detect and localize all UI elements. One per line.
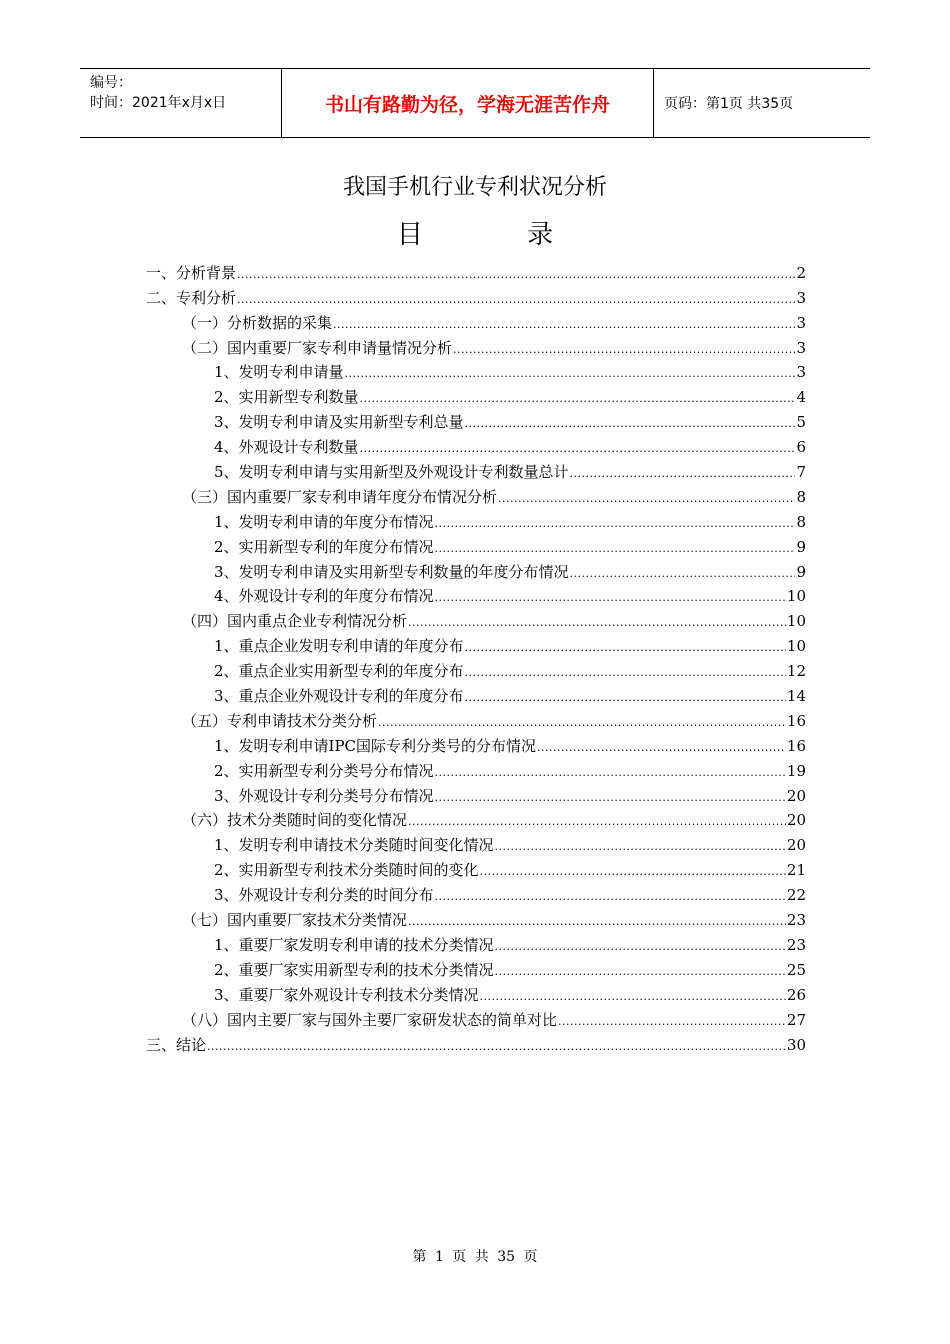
toc-leader-dots xyxy=(435,541,796,557)
toc-heading xyxy=(0,214,950,251)
toc-entry-label: （六）技术分类随时间的变化情况 xyxy=(182,811,408,830)
toc-entry-page: 30 xyxy=(786,1035,806,1054)
toc-entry[interactable] xyxy=(146,457,806,482)
header-meta-cell xyxy=(80,69,282,137)
toc-leader-dots xyxy=(465,416,796,432)
toc-leader-dots xyxy=(435,765,786,781)
toc-entry[interactable] xyxy=(146,930,806,955)
toc-leader-dots xyxy=(435,889,786,905)
toc-leader-dots xyxy=(558,1014,786,1030)
toc-entry-label: 1、重点企业发明专利申请的年度分布 xyxy=(214,637,464,656)
toc-entry-page: 23 xyxy=(786,935,806,954)
toc-leader-dots xyxy=(435,516,796,532)
toc-entry[interactable] xyxy=(146,432,806,457)
toc-leader-dots xyxy=(207,1039,786,1055)
toc-entry-label: 1、发明专利申请量 xyxy=(214,363,344,382)
toc-entry[interactable] xyxy=(146,880,806,905)
toc-entry[interactable] xyxy=(146,905,806,930)
toc-entry-page: 3 xyxy=(796,288,806,307)
toc-entry-page: 23 xyxy=(786,911,806,930)
toc-leader-dots xyxy=(408,814,786,830)
toc-entry-label: 1、重要厂家发明专利申请的技术分类情况 xyxy=(214,935,494,954)
toc-entry-page: 12 xyxy=(786,662,806,681)
toc-entry-label: 1、发明专利申请IPC国际专利分类号的分布情况 xyxy=(214,736,537,755)
toc-entry[interactable] xyxy=(146,756,806,781)
toc-entry[interactable] xyxy=(146,980,806,1005)
toc-entry-label: 3、重要厂家外观设计专利技术分类情况 xyxy=(214,985,479,1004)
toc-leader-dots xyxy=(333,317,795,333)
toc-entry[interactable] xyxy=(146,830,806,855)
toc-entry-label: 3、发明专利申请及实用新型专利总量 xyxy=(214,413,464,432)
toc-entry-page: 4 xyxy=(796,388,806,407)
toc-heading-text: 目 录 xyxy=(396,220,602,250)
toc-entry-page: 19 xyxy=(786,761,806,780)
toc-entry[interactable] xyxy=(146,358,806,383)
toc-entry[interactable] xyxy=(146,507,806,532)
time-label: 时间：2021年x月x日 xyxy=(90,95,227,111)
toc-entry-label: （八）国内主要厂家与国外主要厂家研发状态的简单对比 xyxy=(182,1010,558,1029)
toc-entry-label: 2、重点企业实用新型专利的年度分布 xyxy=(214,662,464,681)
toc-entry-page: 26 xyxy=(786,985,806,1004)
toc-entry-page: 20 xyxy=(786,836,806,855)
toc-entry-label: 3、外观设计专利分类的时间分布 xyxy=(214,886,434,905)
toc-entry[interactable] xyxy=(146,681,806,706)
toc-entry-label: 2、实用新型专利技术分类随时间的变化 xyxy=(214,861,479,880)
toc-entry[interactable] xyxy=(146,855,806,880)
toc-leader-dots xyxy=(408,615,786,631)
toc-entry-label: 二、专利分析 xyxy=(146,288,237,307)
toc-leader-dots xyxy=(435,590,786,606)
toc-entry-label: 1、发明专利申请技术分类随时间变化情况 xyxy=(214,836,494,855)
toc-entry-page: 10 xyxy=(786,637,806,656)
toc-entry-page: 6 xyxy=(796,438,806,457)
toc-entry-page: 7 xyxy=(796,463,806,482)
table-of-contents xyxy=(146,258,806,1055)
toc-entry[interactable] xyxy=(146,1030,806,1055)
toc-entry-label: 2、实用新型专利数量 xyxy=(214,388,359,407)
toc-leader-dots xyxy=(360,441,796,457)
toc-entry[interactable] xyxy=(146,557,806,582)
toc-entry[interactable] xyxy=(146,706,806,731)
toc-leader-dots xyxy=(570,566,796,582)
toc-entry-page: 2 xyxy=(796,263,806,282)
toc-leader-dots xyxy=(345,366,796,382)
toc-entry-page: 5 xyxy=(796,413,806,432)
header-slogan: 书山有路勤为径，学海无涯苦作舟 xyxy=(282,69,654,137)
document-header xyxy=(80,68,870,138)
toc-entry-page: 3 xyxy=(796,363,806,382)
toc-entry[interactable] xyxy=(146,781,806,806)
toc-entry-label: 4、外观设计专利数量 xyxy=(214,438,359,457)
toc-leader-dots xyxy=(465,640,786,656)
toc-leader-dots xyxy=(498,491,795,507)
toc-entry-label: 2、实用新型专利的年度分布情况 xyxy=(214,537,434,556)
toc-entry[interactable] xyxy=(146,407,806,432)
toc-entry[interactable] xyxy=(146,258,806,283)
toc-entry[interactable] xyxy=(146,631,806,656)
toc-leader-dots xyxy=(495,939,786,955)
toc-entry-page: 22 xyxy=(786,886,806,905)
toc-entry-label: 2、实用新型专利分类号分布情况 xyxy=(214,761,434,780)
toc-entry[interactable] xyxy=(146,482,806,507)
toc-leader-dots xyxy=(435,790,786,806)
toc-entry[interactable] xyxy=(146,1005,806,1030)
toc-entry-label: 一、分析背景 xyxy=(146,263,237,282)
toc-leader-dots xyxy=(480,864,786,880)
toc-entry[interactable] xyxy=(146,308,806,333)
toc-leader-dots xyxy=(237,267,795,283)
toc-entry[interactable] xyxy=(146,955,806,980)
toc-entry-page: 14 xyxy=(786,687,806,706)
toc-entry-label: （四）国内重点企业专利情况分析 xyxy=(182,612,408,631)
number-label: 编号： xyxy=(90,75,132,91)
toc-leader-dots xyxy=(360,391,796,407)
document-title: 我国手机行业专利状况分析 xyxy=(342,175,607,200)
toc-entry-page: 8 xyxy=(796,512,806,531)
toc-entry-label: 2、重要厂家实用新型专利的技术分类情况 xyxy=(214,960,494,979)
toc-leader-dots xyxy=(465,665,786,681)
toc-leader-dots xyxy=(237,292,795,308)
toc-entry-page: 16 xyxy=(786,736,806,755)
toc-entry-page: 8 xyxy=(796,487,806,506)
toc-entry-page: 16 xyxy=(786,711,806,730)
toc-entry[interactable] xyxy=(146,582,806,607)
toc-leader-dots xyxy=(495,964,786,980)
toc-entry-label: （七）国内重要厂家技术分类情况 xyxy=(182,911,408,930)
toc-entry-page: 9 xyxy=(796,537,806,556)
toc-entry-page: 9 xyxy=(796,562,806,581)
toc-entry-page: 3 xyxy=(796,338,806,357)
toc-entry-label: 3、外观设计专利分类号分布情况 xyxy=(214,786,434,805)
toc-entry[interactable] xyxy=(146,656,806,681)
page-footer: 第 1 页 共 35 页 xyxy=(412,1249,538,1265)
toc-entry-page: 10 xyxy=(786,612,806,631)
toc-entry-label: （一）分析数据的采集 xyxy=(182,313,333,332)
toc-entry-label: （二）国内重要厂家专利申请量情况分析 xyxy=(182,338,453,357)
toc-entry-label: 5、发明专利申请与实用新型及外观设计专利数量总计 xyxy=(214,463,569,482)
toc-entry[interactable] xyxy=(146,806,806,831)
toc-entry-page: 3 xyxy=(796,313,806,332)
toc-entry-page: 27 xyxy=(786,1010,806,1029)
toc-leader-dots xyxy=(465,690,786,706)
toc-entry[interactable] xyxy=(146,333,806,358)
toc-entry-label: （五）专利申请技术分类分析 xyxy=(182,711,378,730)
header-page-info: 页码：第1页 共35页 xyxy=(664,96,794,112)
toc-entry-label: 3、重点企业外观设计专利的年度分布 xyxy=(214,687,464,706)
toc-entry[interactable] xyxy=(146,283,806,308)
toc-entry-label: 3、发明专利申请及实用新型专利数量的年度分布情况 xyxy=(214,562,569,581)
toc-entry[interactable] xyxy=(146,606,806,631)
toc-leader-dots xyxy=(495,839,786,855)
toc-leader-dots xyxy=(570,466,796,482)
toc-leader-dots xyxy=(408,914,786,930)
toc-leader-dots xyxy=(480,989,786,1005)
toc-leader-dots xyxy=(537,740,786,756)
toc-entry-label: 三、结论 xyxy=(146,1035,207,1054)
toc-entry[interactable] xyxy=(146,382,806,407)
toc-entry-label: 1、发明专利申请的年度分布情况 xyxy=(214,512,434,531)
toc-entry-page: 21 xyxy=(786,861,806,880)
toc-entry[interactable] xyxy=(146,731,806,756)
toc-entry-page: 20 xyxy=(786,786,806,805)
toc-entry-page: 10 xyxy=(786,587,806,606)
toc-leader-dots xyxy=(378,715,786,731)
toc-entry[interactable] xyxy=(146,532,806,557)
toc-entry-label: 4、外观设计专利的年度分布情况 xyxy=(214,587,434,606)
toc-entry-page: 25 xyxy=(786,960,806,979)
toc-entry-page: 20 xyxy=(786,811,806,830)
toc-leader-dots xyxy=(453,342,795,358)
toc-entry-label: （三）国内重要厂家专利申请年度分布情况分析 xyxy=(182,487,498,506)
